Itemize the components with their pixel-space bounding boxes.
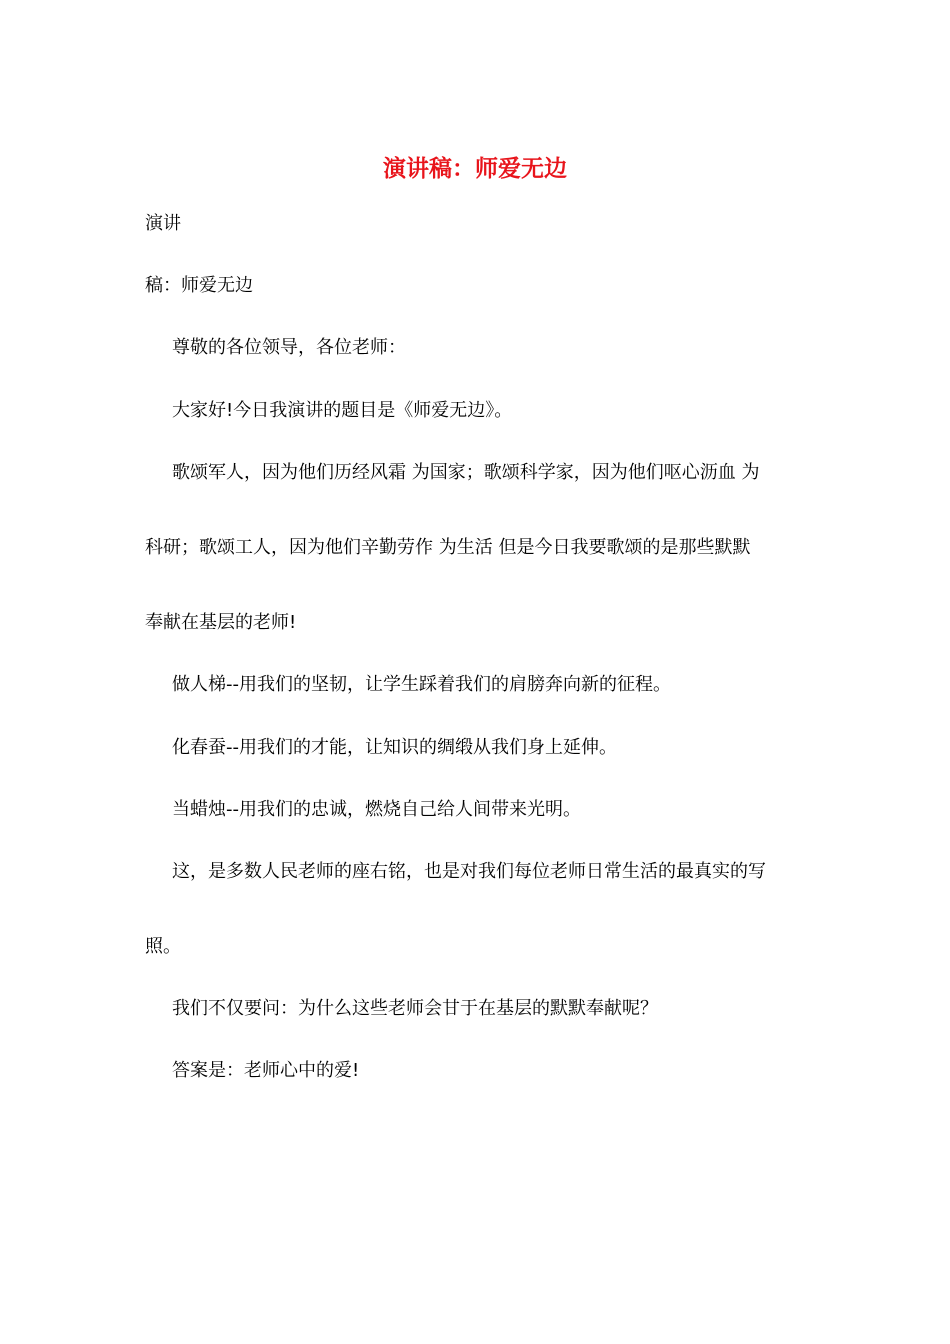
header-line-1: 演讲	[145, 213, 181, 234]
greeting: 大家好!今日我演讲的题目是《师爱无边》。	[172, 400, 513, 421]
header-line-2: 稿：师爱无边	[145, 275, 253, 296]
paragraph-1-line-3: 奉献在基层的老师!	[145, 612, 297, 633]
paragraph-2-line-1: 这，是多数人民老师的座右铭，也是对我们每位老师日常生活的最真实的写	[172, 861, 766, 882]
motto-1: 做人梯--用我们的坚韧，让学生踩着我们的肩膀奔向新的征程。	[172, 674, 671, 695]
paragraph-1-line-1: 歌颂军人，因为他们历经风霜 为国家；歌颂科学家，因为他们呕心沥血 为	[172, 462, 760, 483]
motto-3: 当蜡烛--用我们的忠诚，燃烧自己给人间带来光明。	[172, 799, 581, 820]
question: 我们不仅要问：为什么这些老师会甘于在基层的默默奉献呢？	[172, 998, 658, 1019]
paragraph-1-line-2: 科研；歌颂工人，因为他们辛勤劳作 为生活 但是今日我要歌颂的是那些默默	[145, 537, 751, 558]
paragraph-2-line-2: 照。	[145, 936, 181, 957]
document-title: 演讲稿：师爱无边	[383, 156, 567, 182]
answer: 答案是：老师心中的爱!	[172, 1060, 360, 1081]
motto-2: 化春蚕--用我们的才能，让知识的绸缎从我们身上延伸。	[172, 737, 617, 758]
salutation: 尊敬的各位领导，各位老师：	[172, 337, 406, 358]
